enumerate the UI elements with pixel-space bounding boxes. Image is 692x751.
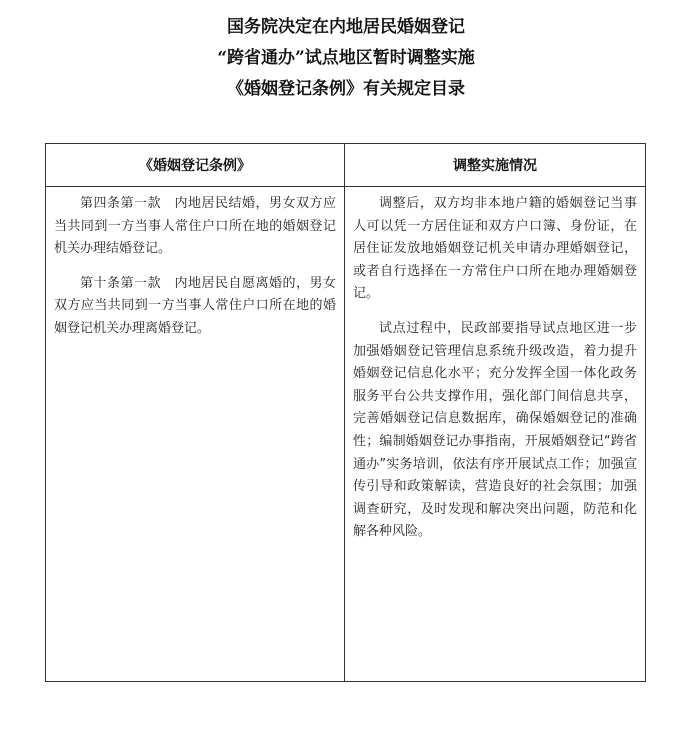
regulation-table [45,143,646,682]
table-header-row [46,144,646,187]
adjustment-paragraph: 调整后，双方均非本地户籍的婚姻登记当事人可以凭一方居住证和双方户口簿、身份证，在居住证发放地婚姻登记机关申请办理婚姻登记，或者自行选择在一方常住户口所在地办理婚姻登记。 [353,196,637,302]
title-line-3: 《婚姻登记条例》有关规定目录 [227,79,465,99]
header-regulation: 《婚姻登记条例》 [46,144,345,187]
article-4-paragraph: 第四条第一款 内地居民结婚，男女双方应当共同到一方当事人常住户口所在地的婚姻登记机关办理结婚登记。 [54,196,336,257]
table-row [46,187,646,682]
regulation-cell [46,187,345,682]
article-10-paragraph: 第十条第一款 内地居民自愿离婚的，男女双方应当共同到一方当事人常住户口所在地的婚姻登记机关办理离婚登记。 [54,275,336,336]
header-adjustment: 调整实施情况 [345,144,646,187]
title-line-2: “跨省通办”试点地区暂时调整实施 [217,48,475,68]
title-line-1: 国务院决定在内地居民婚姻登记 [227,17,465,37]
document-title [0,12,692,105]
adjustment-cell [345,187,646,682]
pilot-process-paragraph: 试点过程中，民政部要指导试点地区进一步加强婚姻登记管理信息系统升级改造，着力提升婚姻登记信息化水平；充分发挥全国一体化政务服务平台公共支撑作用，强化部门间信息共享，完善婚姻登记信息数据库，确保婚姻登记的准确性；编制婚姻登记办事指南，开展婚姻登记“跨省通办”实务培训，依法有序开展试点工作；加强宣传引导和政策解读，营造良好的社会氛围；加强调查研究，及时发现和解决突出问题，防范和化解各种风险。 [353,320,637,540]
